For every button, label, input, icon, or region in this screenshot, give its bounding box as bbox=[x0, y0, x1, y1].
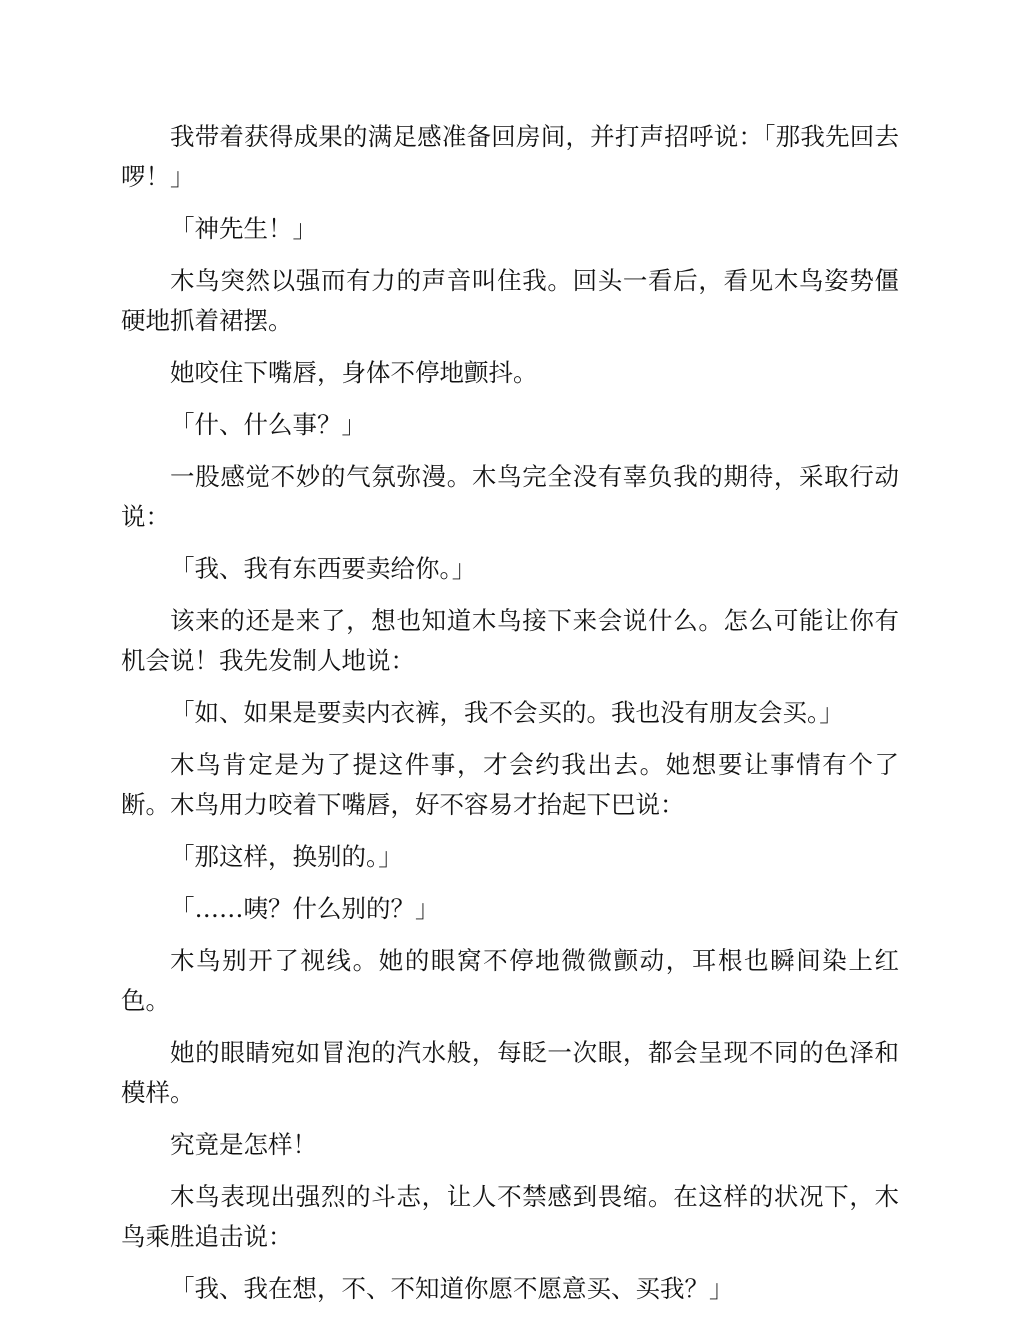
paragraph-3: 木鸟突然以强而有力的声音叫住我。回头一看后，看见木鸟姿势僵硬地抓着裙摆。 bbox=[121, 266, 899, 335]
paragraph-13: 木鸟别开了视线。她的眼窝不停地微微颤动，耳根也瞬间染上红色。 bbox=[121, 946, 899, 1015]
paragraph-14: 她的眼睛宛如冒泡的汽水般，每眨一次眼，都会呈现不同的色泽和模样。 bbox=[121, 1038, 899, 1107]
paragraph-8: 该来的还是来了，想也知道木鸟接下来会说什么。怎么可能让你有机会说！我先发制人地说： bbox=[121, 606, 899, 675]
body-text bbox=[121, 117, 899, 1321]
paragraph-15: 究竟是怎样！ bbox=[170, 1130, 317, 1159]
paragraph-16: 木鸟表现出强烈的斗志，让人不禁感到畏缩。在这样的状况下，木鸟乘胜追击说： bbox=[121, 1182, 899, 1251]
paragraph-7: 「我、我有东西要卖给你。」 bbox=[170, 554, 477, 583]
paragraph-6: 一股感觉不妙的气氛弥漫。木鸟完全没有辜负我的期待，采取行动说： bbox=[121, 462, 899, 531]
paragraph-2: 「神先生！」 bbox=[170, 214, 317, 243]
paragraph-10: 木鸟肯定是为了提这件事，才会约我出去。她想要让事情有个了断。木鸟用力咬着下嘴唇，好不容易才抬起下巴说： bbox=[121, 750, 899, 819]
paragraph-11: 「那这样，换别的。」 bbox=[170, 842, 403, 871]
paragraph-17: 「我、我在想，不、不知道你愿不愿意买、买我？」 bbox=[170, 1274, 734, 1303]
paragraph-9: 「如、如果是要卖内衣裤，我不会买的。我也没有朋友会买。」 bbox=[170, 698, 844, 727]
paragraph-1: 我带着获得成果的满足感准备回房间，并打声招呼说：「那我先回去啰！」 bbox=[121, 122, 899, 191]
paragraph-12: 「……咦？什么别的？」 bbox=[170, 894, 440, 923]
paragraph-4: 她咬住下嘴唇，身体不停地颤抖。 bbox=[170, 358, 538, 387]
paragraph-5: 「什、什么事？」 bbox=[170, 410, 366, 439]
